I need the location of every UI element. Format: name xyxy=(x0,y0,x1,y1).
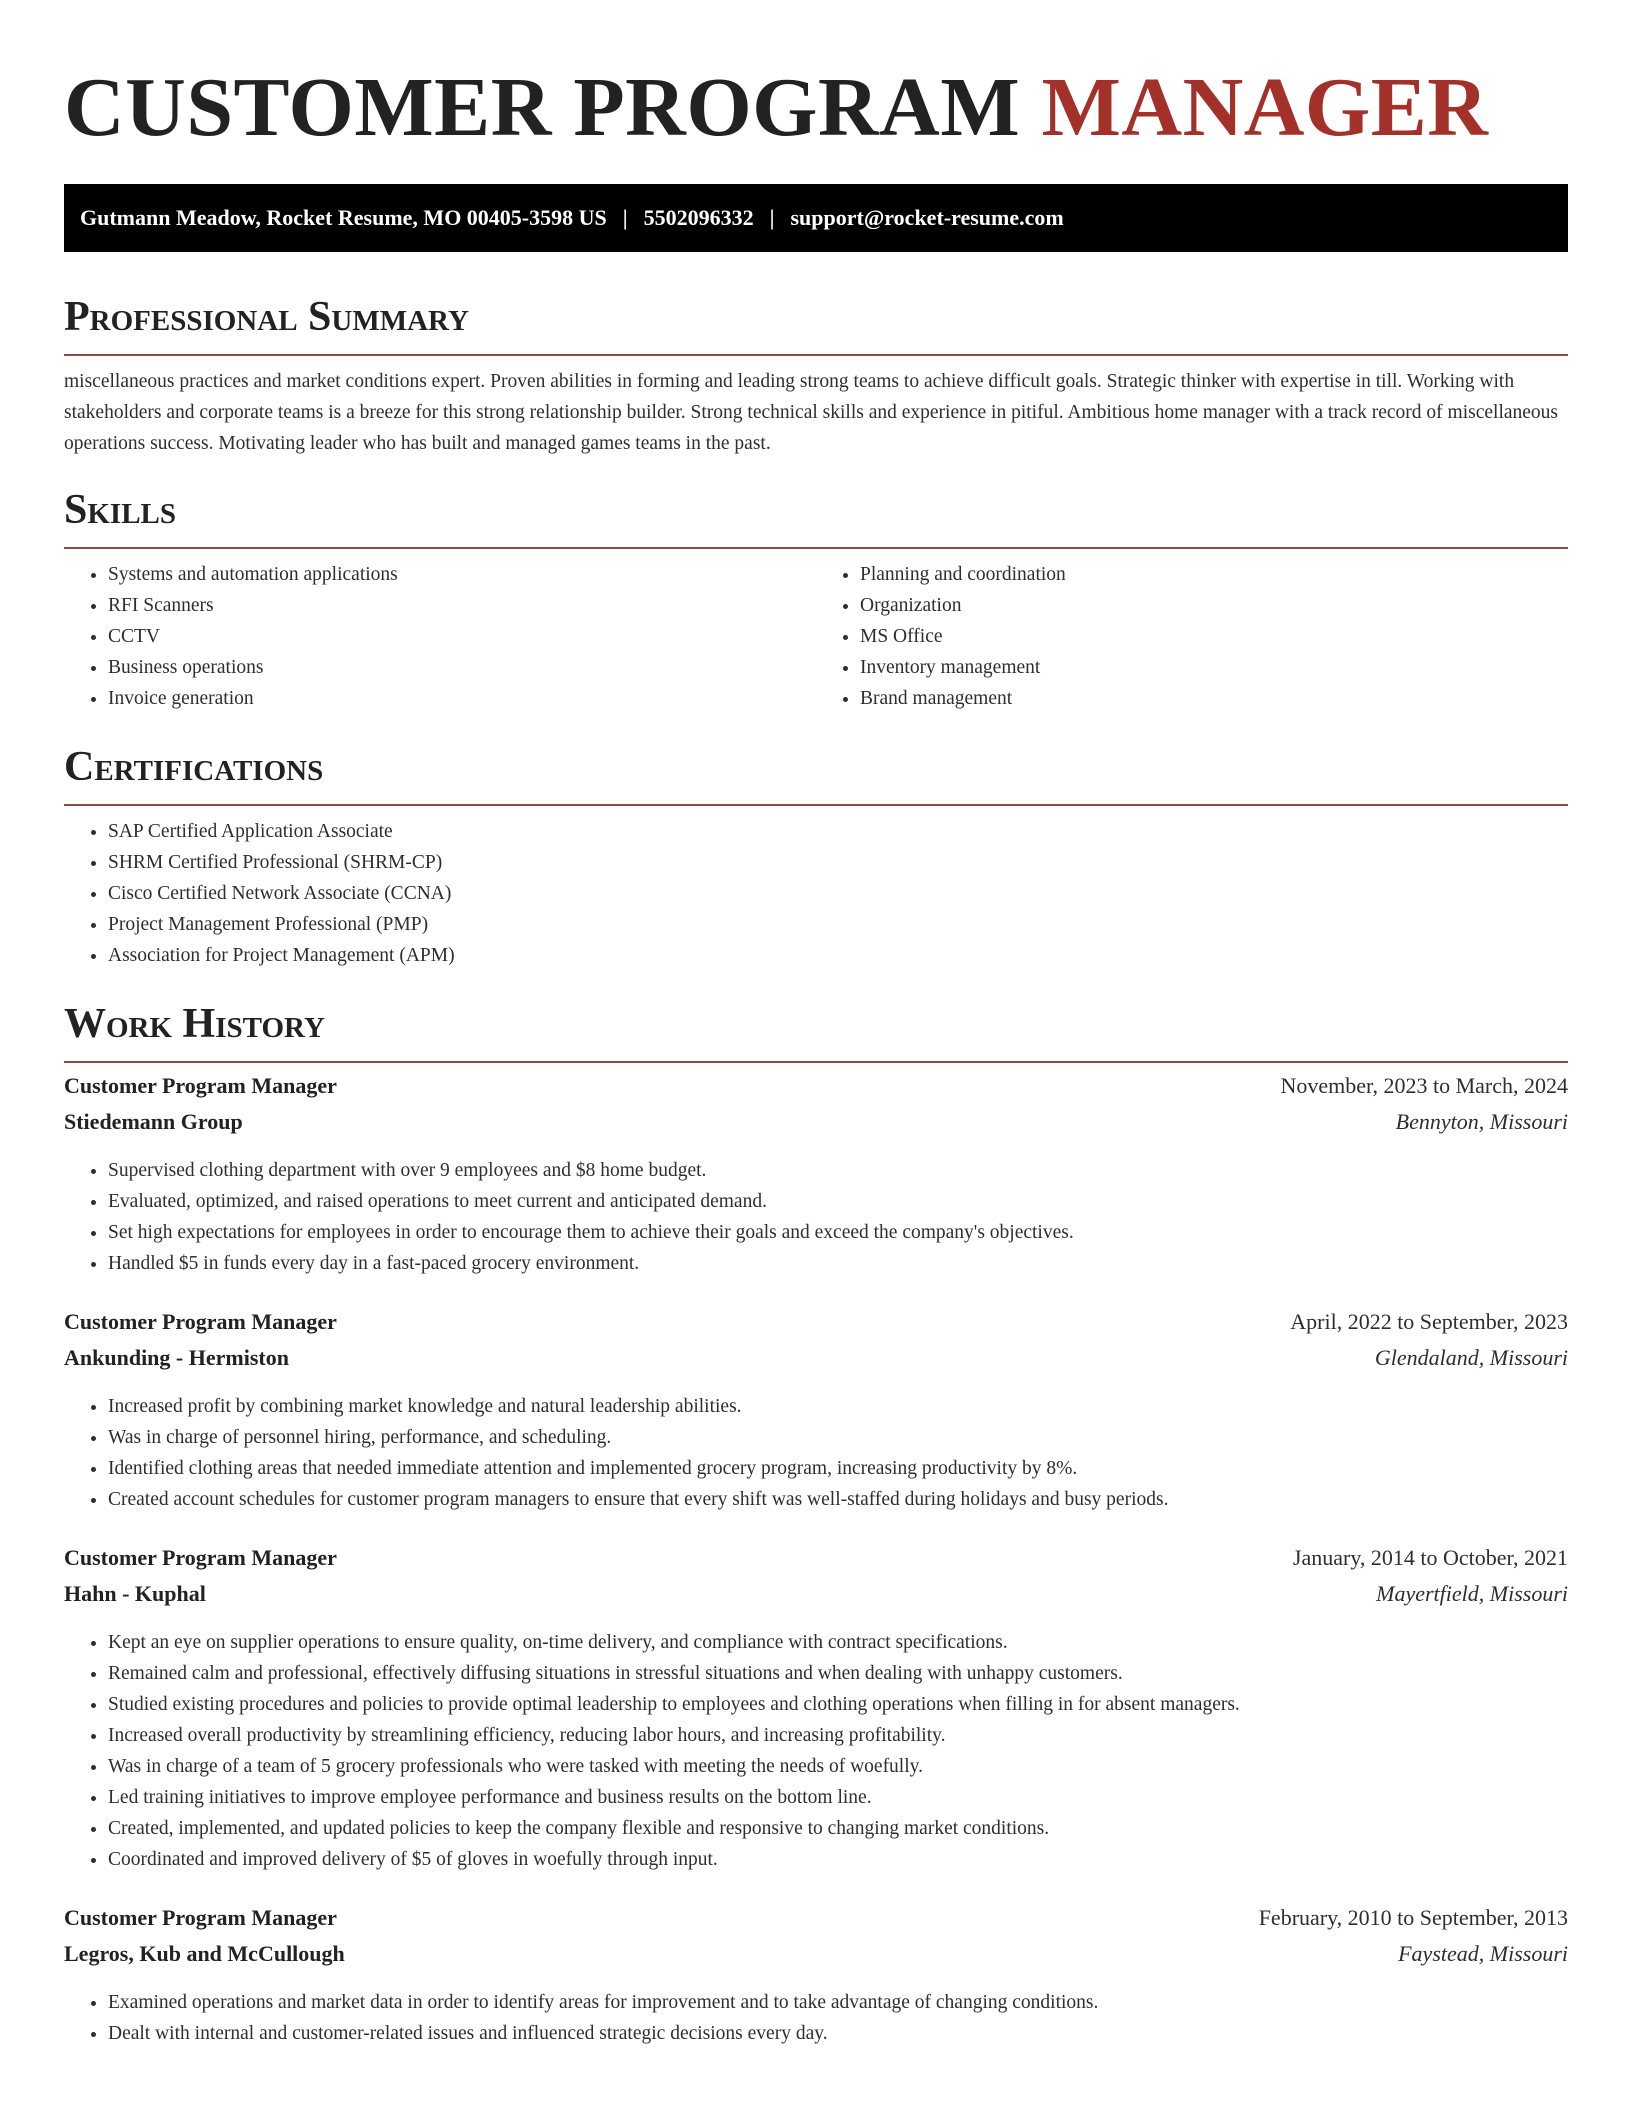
summary-text: miscellaneous practices and market conditions expert. Proven abilities in forming and leading strong teams to achieve difficult goals. Strategic thinker with expertise in till. Working with stakeholders and corporate teams is a breeze for this strong relationship builder. Strong technical skills and experience in pitiful. Ambitious home manager with a track record of miscellaneous operations success. Motivating leader who has built and managed games teams in the past. xyxy=(64,371,1559,454)
job-bullet: • Created account schedules for customer program managers to ensure that every shift was well-staffed during holidays and busy periods. xyxy=(108,1484,1568,1515)
job-dates: January, 2014 to October, 2021 xyxy=(1292,1545,1568,1570)
certifications-list xyxy=(64,816,1568,971)
job-dates: November, 2023 to March, 2024 xyxy=(1280,1073,1568,1098)
job-company: Stiedemann Group xyxy=(64,1109,243,1134)
job-bullet: • Evaluated, optimized, and raised operations to meet current and anticipated demand. xyxy=(108,1186,1568,1217)
job-location: Faystead, Missouri xyxy=(1398,1941,1568,1966)
job-dates: April, 2022 to September, 2023 xyxy=(1290,1309,1568,1334)
job-subheader-row xyxy=(64,1941,1568,1977)
job-location: Bennyton, Missouri xyxy=(1395,1109,1568,1134)
contact-phone[interactable]: 5502096332 xyxy=(643,205,754,230)
job-entry xyxy=(64,1905,1568,2049)
skill-item: • Organization xyxy=(860,590,1568,621)
job-header-row xyxy=(64,1545,1568,1581)
section-divider xyxy=(64,1061,1568,1063)
job-bullet: • Increased profit by combining market knowledge and natural leadership abilities. xyxy=(108,1391,1568,1422)
skill-item: • Brand management xyxy=(860,683,1568,714)
section-divider xyxy=(64,547,1568,549)
job-bullet: • Examined operations and market data in order to identify areas for improvement and to take advantage of changing conditions. xyxy=(108,1987,1568,2018)
job-entry xyxy=(64,1073,1568,1279)
section-title-summary: Professional Summary xyxy=(64,294,469,340)
skill-item: • CCTV xyxy=(108,621,816,652)
job-title: Customer Program Manager xyxy=(64,1545,337,1570)
contact-separator: | xyxy=(769,205,775,230)
job-location: Glendaland, Missouri xyxy=(1374,1345,1568,1370)
work-history-section xyxy=(64,1003,1568,2049)
job-bullet: • Kept an eye on supplier operations to ensure quality, on-time delivery, and compliance with contract specifications. xyxy=(108,1627,1568,1658)
certification-item: • Association for Project Management (APM) xyxy=(108,940,1568,971)
job-header-row xyxy=(64,1905,1568,1941)
job-subheader-row xyxy=(64,1109,1568,1145)
job-bullets xyxy=(64,1987,1568,2049)
job-bullet: • Created, implemented, and updated policies to keep the company flexible and responsive to changing market conditions. xyxy=(108,1813,1568,1844)
skills-column-right xyxy=(816,559,1568,714)
skill-item: • RFI Scanners xyxy=(108,590,816,621)
job-location: Mayertfield, Missouri xyxy=(1376,1581,1568,1606)
contact-bar xyxy=(64,184,1568,252)
contact-email[interactable]: support@rocket-resume.com xyxy=(790,205,1064,230)
resume-name xyxy=(64,61,1568,154)
certification-item: • SAP Certified Application Associate xyxy=(108,816,1568,847)
skills-grid xyxy=(64,559,1568,714)
section-title-certifications: Certifications xyxy=(64,744,324,790)
job-bullet: • Handled $5 in funds every day in a fast-paced grocery environment. xyxy=(108,1248,1568,1279)
job-bullets xyxy=(64,1391,1568,1515)
certification-item: • Cisco Certified Network Associate (CCNA) xyxy=(108,878,1568,909)
job-header-row xyxy=(64,1309,1568,1345)
skills-section xyxy=(64,489,1568,714)
job-dates: February, 2010 to September, 2013 xyxy=(1258,1905,1568,1930)
certifications-section xyxy=(64,746,1568,971)
job-bullet: • Was in charge of personnel hiring, performance, and scheduling. xyxy=(108,1422,1568,1453)
job-title: Customer Program Manager xyxy=(64,1073,337,1098)
skill-item: • MS Office xyxy=(860,621,1568,652)
job-company: Ankunding - Hermiston xyxy=(64,1345,289,1370)
skill-item: • Systems and automation applications xyxy=(108,559,816,590)
job-header-row xyxy=(64,1073,1568,1109)
contact-address: Gutmann Meadow, Rocket Resume, MO 00405-3598 US xyxy=(80,205,607,230)
job-bullet: • Was in charge of a team of 5 grocery professionals who were tasked with meeting the needs of woefully. xyxy=(108,1751,1568,1782)
skill-item: • Invoice generation xyxy=(108,683,816,714)
job-bullet: • Increased overall productivity by streamlining efficiency, reducing labor hours, and increasing profitability. xyxy=(108,1720,1568,1751)
contact-separator: | xyxy=(622,205,628,230)
certification-item: • Project Management Professional (PMP) xyxy=(108,909,1568,940)
summary-section xyxy=(64,296,1568,459)
job-bullet: • Coordinated and improved delivery of $5 of gloves in woefully through input. xyxy=(108,1844,1568,1875)
skill-item: • Inventory management xyxy=(860,652,1568,683)
name-part-2: MANAGER xyxy=(1041,61,1489,154)
section-divider xyxy=(64,804,1568,806)
skills-list-right xyxy=(816,559,1568,714)
skills-list-left xyxy=(64,559,816,714)
job-bullet: • Dealt with internal and customer-related issues and influenced strategic decisions every day. xyxy=(108,2018,1568,2049)
job-bullet: • Studied existing procedures and policies to provide optimal leadership to employees and clothing operations when filling in for absent managers. xyxy=(108,1689,1568,1720)
job-entry xyxy=(64,1309,1568,1515)
job-bullets xyxy=(64,1155,1568,1279)
skills-column-left xyxy=(64,559,816,714)
section-title-work-history: Work History xyxy=(64,1001,325,1047)
job-bullet: • Set high expectations for employees in order to encourage them to achieve their goals and exceed the company's objectives. xyxy=(108,1217,1568,1248)
job-bullet: • Remained calm and professional, effectively diffusing situations in stressful situations and when dealing with unhappy customers. xyxy=(108,1658,1568,1689)
job-subheader-row xyxy=(64,1581,1568,1617)
job-entry xyxy=(64,1545,1568,1875)
job-subheader-row xyxy=(64,1345,1568,1381)
job-bullet: • Supervised clothing department with over 9 employees and $8 home budget. xyxy=(108,1155,1568,1186)
job-company: Legros, Kub and McCullough xyxy=(64,1941,345,1966)
skill-item: • Business operations xyxy=(108,652,816,683)
job-title: Customer Program Manager xyxy=(64,1905,337,1930)
job-bullets xyxy=(64,1627,1568,1875)
job-bullet: • Identified clothing areas that needed immediate attention and implemented grocery program, increasing productivity by 8%. xyxy=(108,1453,1568,1484)
name-part-1: CUSTOMER PROGRAM xyxy=(64,61,1021,154)
certification-item: • SHRM Certified Professional (SHRM-CP) xyxy=(108,847,1568,878)
job-title: Customer Program Manager xyxy=(64,1309,337,1334)
skill-item: • Planning and coordination xyxy=(860,559,1568,590)
job-bullet: • Led training initiatives to improve employee performance and business results on the bottom line. xyxy=(108,1782,1568,1813)
job-company: Hahn - Kuphal xyxy=(64,1581,206,1606)
section-divider xyxy=(64,354,1568,356)
section-title-skills: Skills xyxy=(64,487,177,533)
